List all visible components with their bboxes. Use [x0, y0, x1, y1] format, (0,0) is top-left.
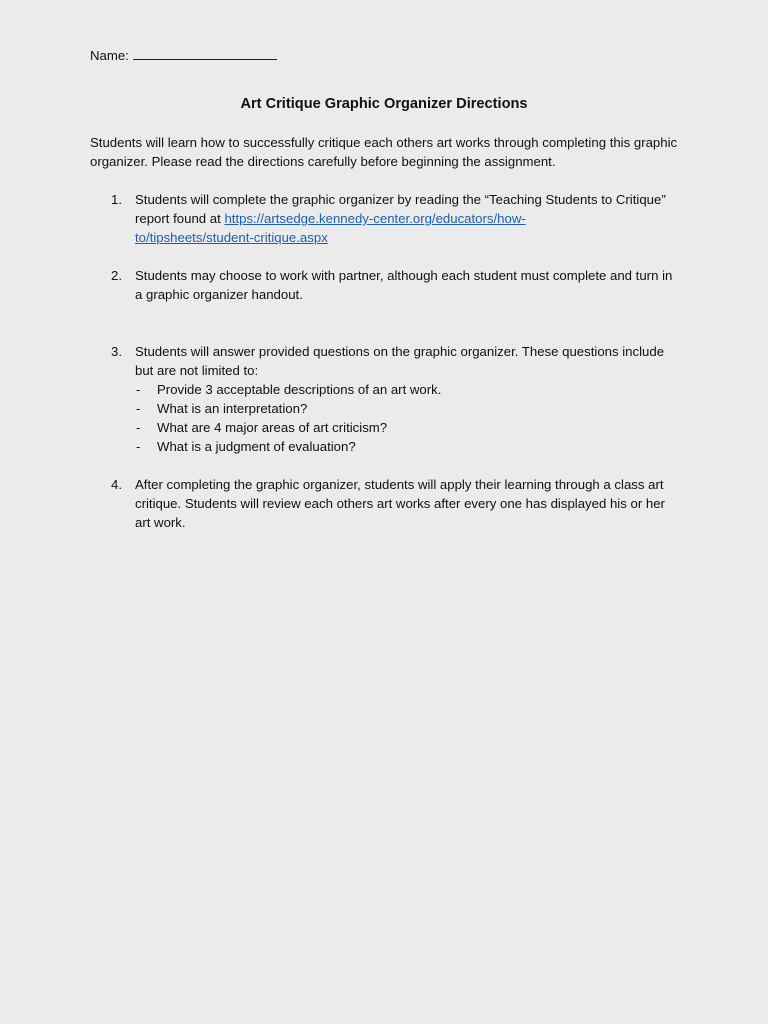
direction-number: 3.	[111, 344, 122, 359]
direction-text: Students will complete the graphic organizer by reading the “Teaching Students to Critique” report found at	[135, 192, 666, 226]
name-blank-line[interactable]	[133, 46, 277, 60]
dash-bullet: -	[136, 420, 141, 435]
direction-item-2	[90, 266, 674, 304]
direction-item-1	[90, 190, 674, 247]
question-text: What is an interpretation?	[157, 401, 308, 416]
direction-text: After completing the graphic organizer, students will apply their learning through a class art critique. Students will review each others art works after every one has displayed his or her art work.	[135, 477, 665, 530]
question-item	[135, 399, 674, 418]
direction-text: Students will answer provided questions on the graphic organizer. These questions include but are not limited to:	[135, 344, 665, 378]
question-item	[135, 380, 674, 399]
dash-bullet: -	[136, 439, 141, 454]
question-item	[135, 437, 674, 456]
question-text: What is a judgment of evaluation?	[157, 439, 356, 454]
document-title: Art Critique Graphic Organizer Directions	[240, 96, 528, 112]
direction-item-4	[90, 475, 674, 532]
intro-paragraph: Students will learn how to successfully critique each others art works through completing this graphic organizer. Please read the directions carefully before beginning the assignment.	[90, 135, 678, 169]
direction-item-3	[90, 342, 674, 456]
question-list	[135, 380, 674, 456]
name-label: Name:	[90, 48, 129, 63]
direction-number: 1.	[111, 192, 122, 207]
direction-number: 2.	[111, 268, 122, 283]
question-item	[135, 418, 674, 437]
dash-bullet: -	[136, 401, 141, 416]
directions-list	[90, 190, 678, 532]
link-text-part-1: https://artsedge.kennedy-center.org/educators/how-	[224, 211, 526, 226]
direction-text: Students may choose to work with partner, although each student must complete and turn in a graphic organizer handout.	[135, 268, 673, 302]
link-text-part-2: to/tipsheets/student-critique.aspx	[135, 230, 328, 245]
question-text: Provide 3 acceptable descriptions of an art work.	[157, 382, 442, 397]
name-field-row	[90, 46, 678, 65]
question-text: What are 4 major areas of art criticism?	[157, 420, 388, 435]
dash-bullet: -	[136, 382, 141, 397]
direction-number: 4.	[111, 477, 122, 492]
